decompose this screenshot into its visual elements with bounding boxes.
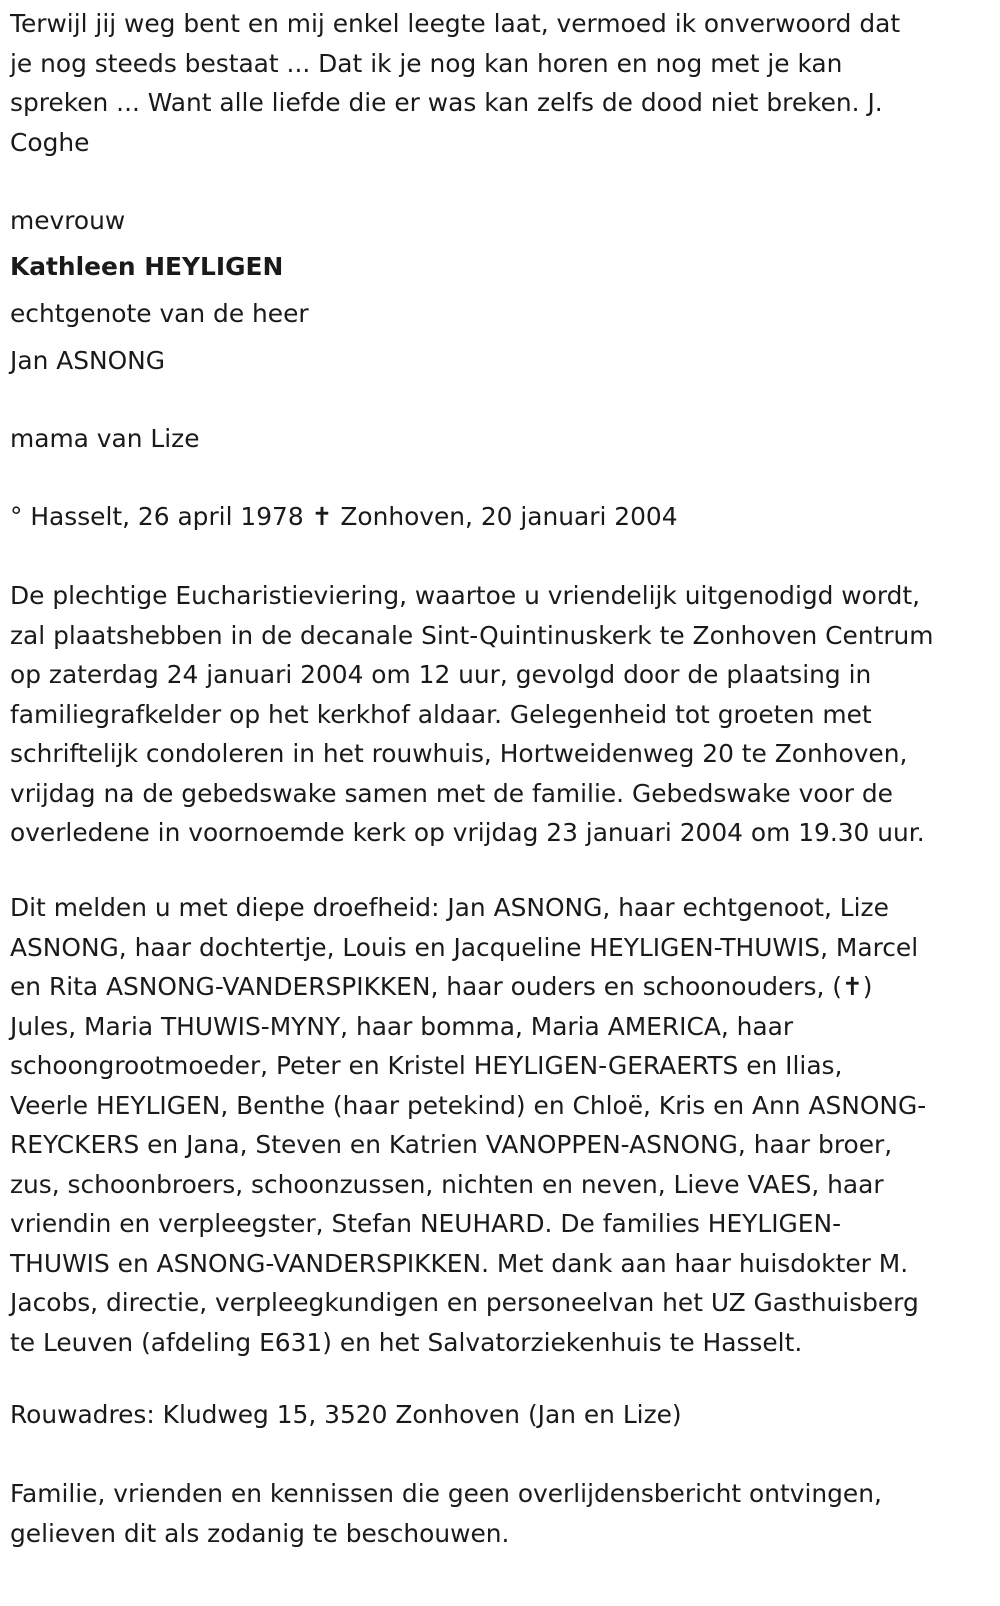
ceremony-line: op zaterdag 24 januari 2004 om 12 uur, gevolgd door de plaatsing in — [10, 660, 872, 689]
ceremony-line: familiegrafkelder op het kerkhof aldaar. Gelegenheid tot groeten met — [10, 699, 872, 729]
ceremony-paragraph — [10, 576, 995, 853]
family-line: ASNONG, haar dochtertje, Louis en Jacqueline HEYLIGEN-THUWIS, Marcel — [10, 932, 919, 962]
ceremony-line: schriftelijk condoleren in het rouwhuis, Hortweidenweg 20 te Zonhoven, — [10, 739, 908, 768]
life-dates — [10, 497, 995, 537]
cross-icon: ✝ — [311, 502, 333, 531]
family-line: zus, schoonbroers, schoonzussen, nichten en neven, Lieve VAES, haar — [10, 1169, 884, 1199]
family-line: REYCKERS en Jana, Steven en Katrien VANOPPEN-ASNONG, haar broer, — [10, 1130, 893, 1159]
death-date: Zonhoven, 20 januari 2004 — [340, 502, 678, 531]
closing-line: gelieven dit als zodanig te beschouwen. — [10, 1518, 510, 1548]
ceremony-line: De plechtige Eucharistieviering, waartoe u vriendelijk uitgenodigd wordt, — [10, 581, 921, 610]
memorial-quote — [10, 4, 995, 162]
family-line: vriendin en verpleegster, Stefan NEUHARD. De families HEYLIGEN- — [10, 1209, 842, 1238]
family-line: en Rita ASNONG-VANDERSPIKKEN, haar ouders en schoonouders, (✝) — [10, 972, 873, 1001]
family-line: Veerle HEYLIGEN, Benthe (haar petekind) en Chloë, Kris en Ann ASNONG- — [10, 1090, 927, 1120]
family-line: THUWIS en ASNONG-VANDERSPIKKEN. Met dank aan haar huisdokter M. — [10, 1248, 909, 1278]
family-line: schoongrootmoeder, Peter en Kristel HEYLIGEN-GERAERTS en Ilias, — [10, 1051, 843, 1080]
mourning-address: Rouwadres: Kludweg 15, 3520 Zonhoven (Jan en Lize) — [10, 1400, 682, 1429]
spouse-label: echtgenote van de heer — [10, 299, 309, 328]
deceased-name: Kathleen HEYLIGEN — [10, 252, 284, 281]
ceremony-line: overledene in voornoemde kerk op vrijdag 23 januari 2004 om 19.30 uur. — [10, 818, 925, 847]
ceremony-line: zal plaatshebben in de decanale Sint-Quintinuskerk te Zonhoven Centrum — [10, 620, 934, 650]
closing-line: Familie, vrienden en kennissen die geen overlijdensbericht ontvingen, — [10, 1479, 882, 1508]
child-line: mama van Lize — [10, 424, 200, 453]
family-line: Jacobs, directie, verpleegkundigen en personeelvan het UZ Gasthuisberg — [10, 1288, 919, 1317]
salutation: mevrouw — [10, 206, 126, 235]
ceremony-line: vrijdag na de gebedswake samen met de familie. Gebedswake voor de — [10, 778, 893, 808]
spouse-name: Jan ASNONG — [10, 346, 166, 375]
birth-date: ° Hasselt, 26 april 1978 — [10, 502, 304, 531]
quote-line: spreken ... Want alle liefde die er was kan zelfs de dood niet breken. J. — [10, 88, 883, 117]
quote-line: Terwijl jij weg bent en mij enkel leegte laat, vermoed ik onverwoord dat — [10, 9, 901, 38]
family-line: te Leuven (afdeling E631) en het Salvatorziekenhuis te Hasselt. — [10, 1327, 803, 1357]
closing-paragraph — [10, 1474, 995, 1553]
family-line: Jules, Maria THUWIS-MYNY, haar bomma, Maria AMERICA, haar — [10, 1011, 794, 1041]
quote-line: je nog steeds bestaat ... Dat ik je nog kan horen en nog met je kan — [10, 48, 843, 78]
quote-line: Coghe — [10, 127, 90, 157]
family-line: Dit melden u met diepe droefheid: Jan ASNONG, haar echtgenoot, Lize — [10, 893, 889, 922]
family-paragraph — [10, 888, 995, 1362]
